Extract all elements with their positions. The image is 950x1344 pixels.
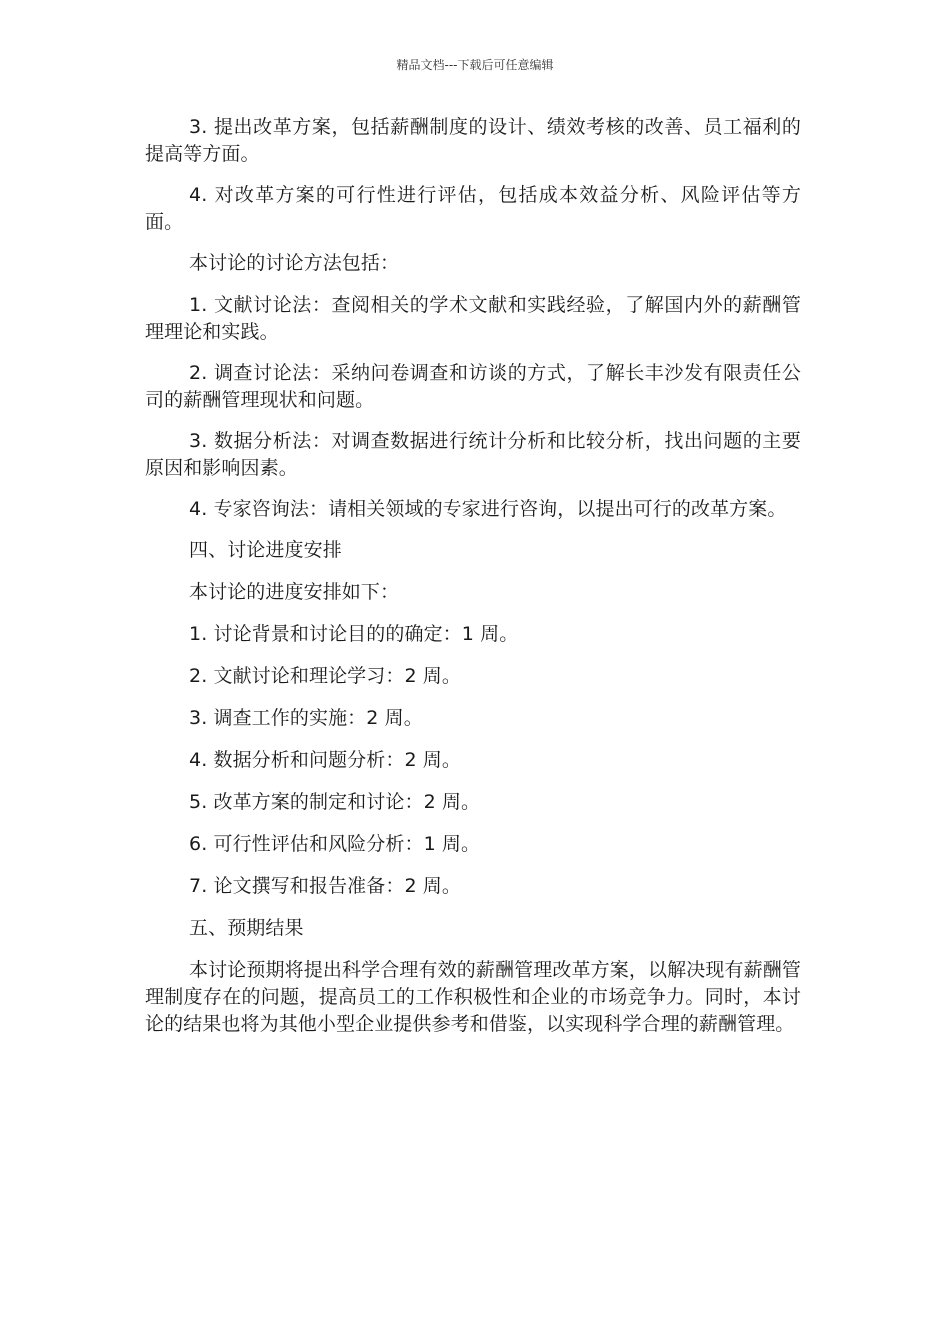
- schedule-item-1: 1. 讨论背景和讨论目的的确定：1 周。: [189, 623, 519, 645]
- paragraph-reform-plan: 3. 提出改革方案，包括薪酬制度的设计、绩效考核的改善、员工福利的提高等方面。: [145, 116, 801, 165]
- paragraph-schedule-intro: 本讨论的进度安排如下：: [189, 581, 400, 603]
- paragraph-methods-intro: 本讨论的讨论方法包括：: [189, 252, 400, 274]
- page-header: 精品文档---下载后可任意编辑: [396, 58, 554, 72]
- schedule-item-6: 6. 可行性评估和风险分析：1 周。: [189, 833, 481, 855]
- section-heading-expected-results: 五、预期结果: [189, 917, 304, 939]
- section-heading-schedule: 四、讨论进度安排: [189, 539, 342, 561]
- document-body: [145, 114, 801, 1052]
- paragraph-expected-results: 本讨论预期将提出科学合理有效的薪酬管理改革方案，以解决现有薪酬管理制度存在的问题，提高员工的工作积极性和企业的市场竞争力。同时，本讨论的结果也将为其他小型企业提供参考和借鉴，以实现科学合理的薪酬管理。: [145, 959, 801, 1035]
- schedule-item-2: 2. 文献讨论和理论学习：2 周。: [189, 665, 461, 687]
- paragraph-method-data: 3. 数据分析法：对调查数据进行统计分析和比较分析，找出问题的主要原因和影响因素。: [145, 430, 801, 479]
- paragraph-feasibility: 4. 对改革方案的可行性进行评估，包括成本效益分析、风险评估等方面。: [145, 184, 801, 233]
- paragraph-method-literature: 1. 文献讨论法：查阅相关的学术文献和实践经验，了解国内外的薪酬管理理论和实践。: [145, 294, 801, 343]
- schedule-item-7: 7. 论文撰写和报告准备：2 周。: [189, 875, 461, 897]
- schedule-item-4: 4. 数据分析和问题分析：2 周。: [189, 749, 461, 771]
- paragraph-method-expert: 4. 专家咨询法：请相关领域的专家进行咨询，以提出可行的改革方案。: [189, 498, 787, 520]
- paragraph-method-survey: 2. 调查讨论法：采纳问卷调查和访谈的方式，了解长丰沙发有限责任公司的薪酬管理现状和问题。: [145, 362, 801, 411]
- schedule-item-5: 5. 改革方案的制定和讨论：2 周。: [189, 791, 481, 813]
- schedule-item-3: 3. 调查工作的实施：2 周。: [189, 707, 423, 729]
